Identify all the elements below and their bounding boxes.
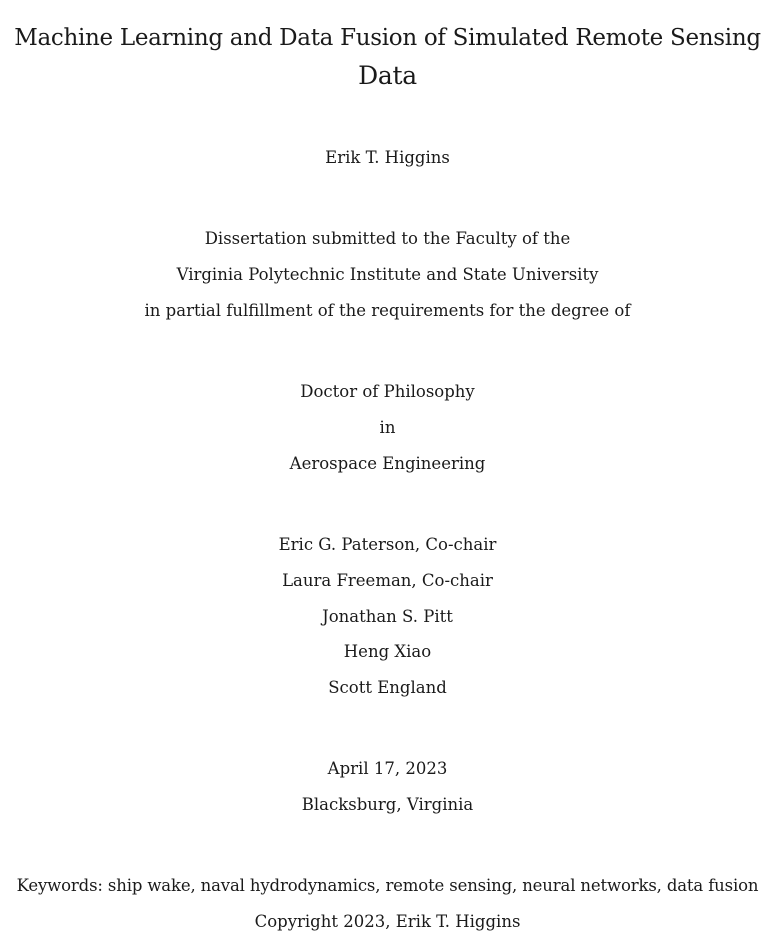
keywords: Keywords: ship wake, naval hydrodynamics, remote sensing, neural networks, data fusion	[16, 876, 759, 895]
dissertation-title-line-2: Data	[358, 61, 417, 90]
degree-name: Doctor of Philosophy	[300, 382, 475, 401]
committee-member: Jonathan S. Pitt	[322, 607, 453, 626]
degree-connector: in	[379, 418, 396, 437]
committee-member: Eric G. Paterson, Co-chair	[278, 535, 497, 554]
copyright-notice: Copyright 2023, Erik T. Higgins	[254, 912, 521, 931]
author-name: Erik T. Higgins	[325, 148, 450, 167]
submission-line-1: Dissertation submitted to the Faculty of the	[204, 229, 571, 248]
committee-member: Laura Freeman, Co-chair	[282, 571, 493, 590]
degree-field: Aerospace Engineering	[289, 454, 486, 473]
committee-member: Scott England	[328, 678, 447, 697]
submission-line-3: in partial fulfillment of the requirements for the degree of	[144, 301, 631, 320]
defense-date: April 17, 2023	[327, 759, 448, 778]
defense-location: Blacksburg, Virginia	[301, 795, 474, 814]
committee-member: Heng Xiao	[343, 642, 432, 661]
dissertation-title-line-1: Machine Learning and Data Fusion of Simulated Remote Sensing	[14, 25, 761, 51]
submission-line-2: Virginia Polytechnic Institute and State University	[176, 265, 599, 284]
